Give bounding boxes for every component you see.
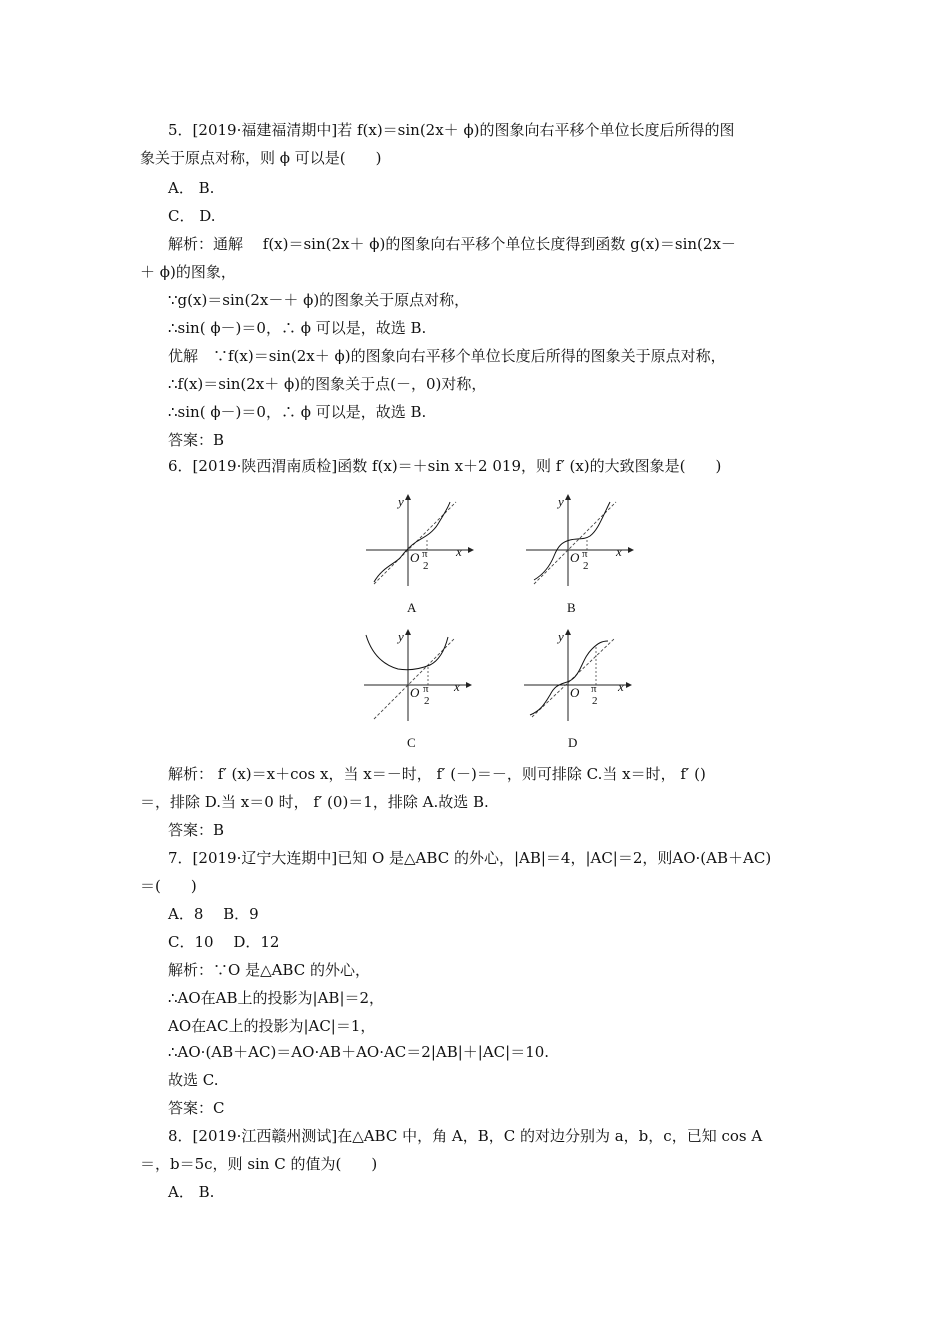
- axis-x-label: x: [616, 544, 622, 559]
- text-line: C．10 D．12: [168, 933, 280, 951]
- text-line: 解析： f′ (x)＝x＋cos x，当 x＝－时， f′ (－)＝－，则可排除 C.当 x＝时， f′ (): [168, 765, 706, 783]
- origin-label: O: [570, 550, 580, 565]
- text-line: 答案：B: [168, 821, 225, 839]
- text-line: ∴f(x)＝sin(2x＋ ϕ)的图象关于点(－，0)对称，: [168, 375, 487, 393]
- graph-a: [360, 490, 478, 615]
- graph-b-label: B: [567, 600, 576, 615]
- text-line: A．8 B．9: [168, 905, 259, 923]
- origin-label: O: [570, 685, 580, 700]
- text-line: 优解 ∵f(x)＝sin(2x＋ ϕ)的图象向右平移个单位长度后所得的图象关于原点对称，: [168, 347, 726, 365]
- origin-label: O: [410, 550, 420, 565]
- text-line: 7．[2019·辽宁大连期中]已知 O 是△ABC 的外心，|AB|＝4，|AC|＝2，则AO·(AB＋AC): [168, 849, 772, 867]
- text-line: A． B.: [168, 1183, 215, 1201]
- text-line: ＝，排除 D.当 x＝0 时， f′ (0)＝1，排除 A.故选 B.: [140, 793, 489, 811]
- axis-y-label: y: [398, 494, 404, 509]
- pi-label: π: [591, 683, 597, 695]
- text-line: ∴sin( ϕ－)＝0，∴ ϕ 可以是，故选 B.: [168, 319, 427, 337]
- text-line: ＝，b＝5c，则 sin C 的值为( ): [140, 1155, 378, 1173]
- graph-c-label: C: [407, 735, 416, 750]
- two-label: 2: [592, 695, 598, 707]
- text-line: ∴sin( ϕ－)＝0，∴ ϕ 可以是，故选 B.: [168, 403, 427, 421]
- text-line: 解析：通解 f(x)＝sin(2x＋ ϕ)的图象向右平移个单位长度得到函数 g(x)＝sin(2x－: [168, 235, 736, 253]
- text-line: ∴AO在AB上的投影为|AB|＝2，: [168, 989, 385, 1007]
- origin-label: O: [410, 685, 420, 700]
- text-line: ∴AO·(AB＋AC)＝AO·AB＋AO·AC＝2|AB|＋|AC|＝10.: [168, 1043, 550, 1061]
- two-label: 2: [583, 560, 589, 572]
- text-line: 答案：C: [168, 1099, 225, 1117]
- graph-b: [520, 490, 638, 615]
- graph-c: [358, 625, 476, 750]
- text-line: 答案：B: [168, 431, 225, 449]
- pi-label: π: [423, 683, 429, 695]
- text-line: 解析：∵O 是△ABC 的外心，: [168, 961, 370, 979]
- axis-x-label: x: [454, 679, 460, 694]
- graph-d-label: D: [568, 735, 578, 750]
- text-line: 5．[2019·福建福清期中]若 f(x)＝sin(2x＋ ϕ)的图象向右平移个单位长度后所得的图: [168, 121, 735, 139]
- axis-y-label: y: [558, 494, 564, 509]
- text-line: ＋ ϕ)的图象，: [140, 263, 236, 281]
- pi-label: π: [582, 548, 588, 560]
- axis-y-label: y: [398, 629, 404, 644]
- text-line: 故选 C.: [168, 1071, 219, 1089]
- text-line: C． D.: [168, 207, 216, 225]
- axis-x-label: x: [618, 679, 624, 694]
- text-line: 8．[2019·江西赣州测试]在△ABC 中，角 A，B，C 的对边分别为 a，b，c，已知 cos A: [168, 1127, 763, 1145]
- text-line: 象关于原点对称，则 ϕ 可以是( ): [140, 149, 382, 167]
- text-line: 6．[2019·陕西渭南质检]函数 f(x)＝＋sin x＋2 019，则 f′ (x)的大致图象是( ): [168, 457, 722, 475]
- two-label: 2: [423, 560, 429, 572]
- axis-y-label: y: [558, 629, 564, 644]
- graph-d: [518, 625, 636, 750]
- axis-x-label: x: [456, 544, 462, 559]
- text-line: ＝( ): [140, 877, 197, 895]
- text-line: A． B.: [168, 179, 215, 197]
- graph-a-label: A: [407, 600, 417, 615]
- text-line: ∵g(x)＝sin(2x－＋ ϕ)的图象关于原点对称，: [168, 291, 470, 309]
- text-line: AO在AC上的投影为|AC|＝1，: [168, 1017, 376, 1035]
- pi-label: π: [422, 548, 428, 560]
- two-label: 2: [424, 695, 430, 707]
